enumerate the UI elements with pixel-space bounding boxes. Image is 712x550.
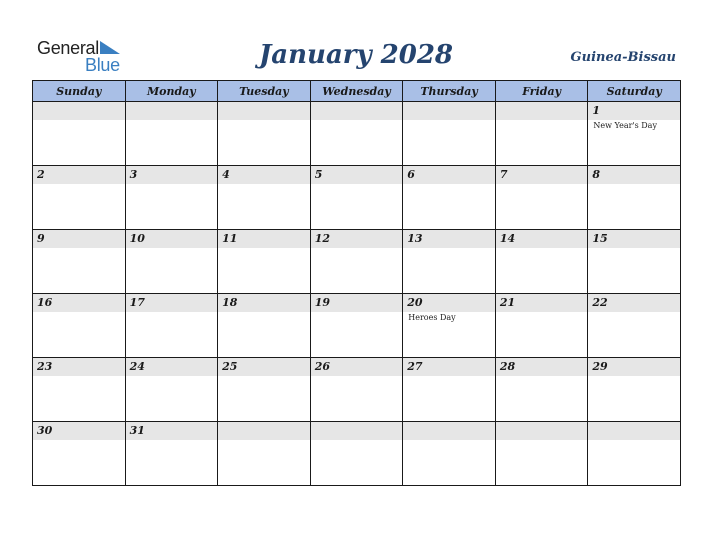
day-number-band (496, 230, 588, 248)
day-cell (403, 422, 496, 486)
day-number: 31 (129, 424, 145, 437)
day-number-band (33, 294, 125, 312)
day-number-band (311, 422, 403, 440)
weekday-header: Wednesday (310, 81, 403, 102)
day-cell (218, 358, 311, 422)
calendar-grid (32, 80, 681, 486)
day-number-band (218, 230, 310, 248)
week-row (33, 166, 681, 230)
day-cell (588, 230, 681, 294)
weekday-header: Sunday (33, 81, 126, 102)
day-number-band (218, 166, 310, 184)
day-number: 24 (129, 360, 145, 373)
day-cell (310, 422, 403, 486)
day-number-band (33, 358, 125, 376)
weekday-header: Tuesday (218, 81, 311, 102)
brand-general-text: General (37, 38, 99, 58)
day-number-band (496, 102, 588, 120)
weekday-header: Friday (495, 81, 588, 102)
week-row (33, 294, 681, 358)
day-number-band (218, 358, 310, 376)
day-number-band (33, 230, 125, 248)
day-number: 15 (592, 232, 608, 245)
day-number-band (126, 358, 218, 376)
day-number-band (403, 358, 495, 376)
day-cell (310, 358, 403, 422)
day-cell (33, 358, 126, 422)
day-number-band (33, 166, 125, 184)
weekday-header: Thursday (403, 81, 496, 102)
day-number-band (403, 422, 495, 440)
week-row (33, 422, 681, 486)
day-number-band (588, 102, 680, 120)
day-cell (310, 230, 403, 294)
day-number: 27 (407, 360, 423, 373)
weekday-header: Saturday (588, 81, 681, 102)
day-cell (33, 230, 126, 294)
day-number: 21 (499, 296, 516, 309)
day-number-band (33, 422, 125, 440)
day-number-band (588, 294, 680, 312)
day-number-band (311, 358, 403, 376)
day-number-band (311, 294, 403, 312)
day-number-band (496, 294, 588, 312)
day-number: 1 (592, 104, 601, 117)
day-cell (310, 294, 403, 358)
day-number: 10 (129, 232, 145, 245)
day-cell (310, 102, 403, 166)
day-number: 11 (222, 232, 238, 245)
day-number-band (126, 294, 218, 312)
day-number: 25 (222, 360, 238, 373)
day-cell (218, 422, 311, 486)
holiday-label: New Year's Day (593, 121, 657, 130)
day-number-band (311, 166, 403, 184)
day-cell (33, 166, 126, 230)
week-row (33, 102, 681, 166)
holiday-label: Heroes Day (408, 313, 456, 322)
weekday-header: Monday (125, 81, 218, 102)
day-number-band (311, 102, 403, 120)
day-cell (125, 102, 218, 166)
day-number: 5 (314, 168, 323, 181)
day-number: 18 (222, 296, 238, 309)
day-number-band (311, 230, 403, 248)
day-cell (495, 102, 588, 166)
day-number-band (496, 422, 588, 440)
weekday-header-row (33, 81, 681, 102)
day-number: 26 (314, 360, 330, 373)
day-number: 20 (407, 296, 423, 309)
day-number: 4 (222, 168, 230, 181)
day-number: 6 (407, 168, 415, 181)
day-number-band (33, 102, 125, 120)
day-cell (125, 166, 218, 230)
day-number-band (126, 230, 218, 248)
day-cell (495, 166, 588, 230)
day-number: 12 (314, 232, 330, 245)
day-cell (588, 166, 681, 230)
day-cell (495, 230, 588, 294)
day-number: 8 (592, 168, 601, 181)
day-number: 22 (592, 296, 608, 309)
day-number-band (126, 102, 218, 120)
day-number: 30 (37, 424, 53, 437)
day-number: 17 (129, 296, 145, 309)
day-cell (310, 166, 403, 230)
day-number-band (403, 230, 495, 248)
day-cell (495, 358, 588, 422)
day-number: 9 (37, 232, 45, 245)
day-number-band (403, 294, 495, 312)
brand-blue-text: Blue (85, 55, 120, 75)
day-cell (495, 422, 588, 486)
day-cell (588, 358, 681, 422)
day-number: 13 (407, 232, 423, 245)
day-number: 28 (499, 360, 516, 373)
day-cell (403, 294, 496, 358)
day-cell (33, 294, 126, 358)
day-number: 29 (592, 360, 608, 373)
day-number-band (218, 294, 310, 312)
day-number: 19 (314, 296, 330, 309)
day-cell (403, 230, 496, 294)
day-number-band (496, 166, 588, 184)
day-cell (218, 230, 311, 294)
day-cell (588, 102, 681, 166)
day-cell (125, 422, 218, 486)
day-number-band (218, 102, 310, 120)
day-cell (403, 102, 496, 166)
week-row (33, 358, 681, 422)
day-number-band (403, 102, 495, 120)
page-title: January 2028 (258, 40, 454, 70)
day-cell (33, 102, 126, 166)
day-cell (588, 294, 681, 358)
day-cell (218, 166, 311, 230)
day-cell (218, 294, 311, 358)
week-row (33, 230, 681, 294)
day-cell (588, 422, 681, 486)
day-number: 23 (37, 360, 53, 373)
day-number: 3 (129, 168, 138, 181)
day-number: 14 (499, 232, 516, 245)
day-cell (125, 294, 218, 358)
day-number-band (588, 230, 680, 248)
country-name: Guinea-Bissau (570, 50, 676, 65)
day-cell (33, 422, 126, 486)
day-number: 7 (499, 168, 508, 181)
day-cell (495, 294, 588, 358)
day-cell (403, 166, 496, 230)
day-number-band (496, 358, 588, 376)
day-cell (218, 102, 311, 166)
day-number-band (218, 422, 310, 440)
day-cell (125, 358, 218, 422)
day-number-band (588, 358, 680, 376)
day-number-band (588, 166, 680, 184)
day-number-band (403, 166, 495, 184)
day-number-band (588, 422, 680, 440)
day-number-band (126, 422, 218, 440)
day-number: 2 (37, 168, 45, 181)
day-number: 16 (37, 296, 53, 309)
day-cell (125, 230, 218, 294)
day-cell (403, 358, 496, 422)
day-number-band (126, 166, 218, 184)
